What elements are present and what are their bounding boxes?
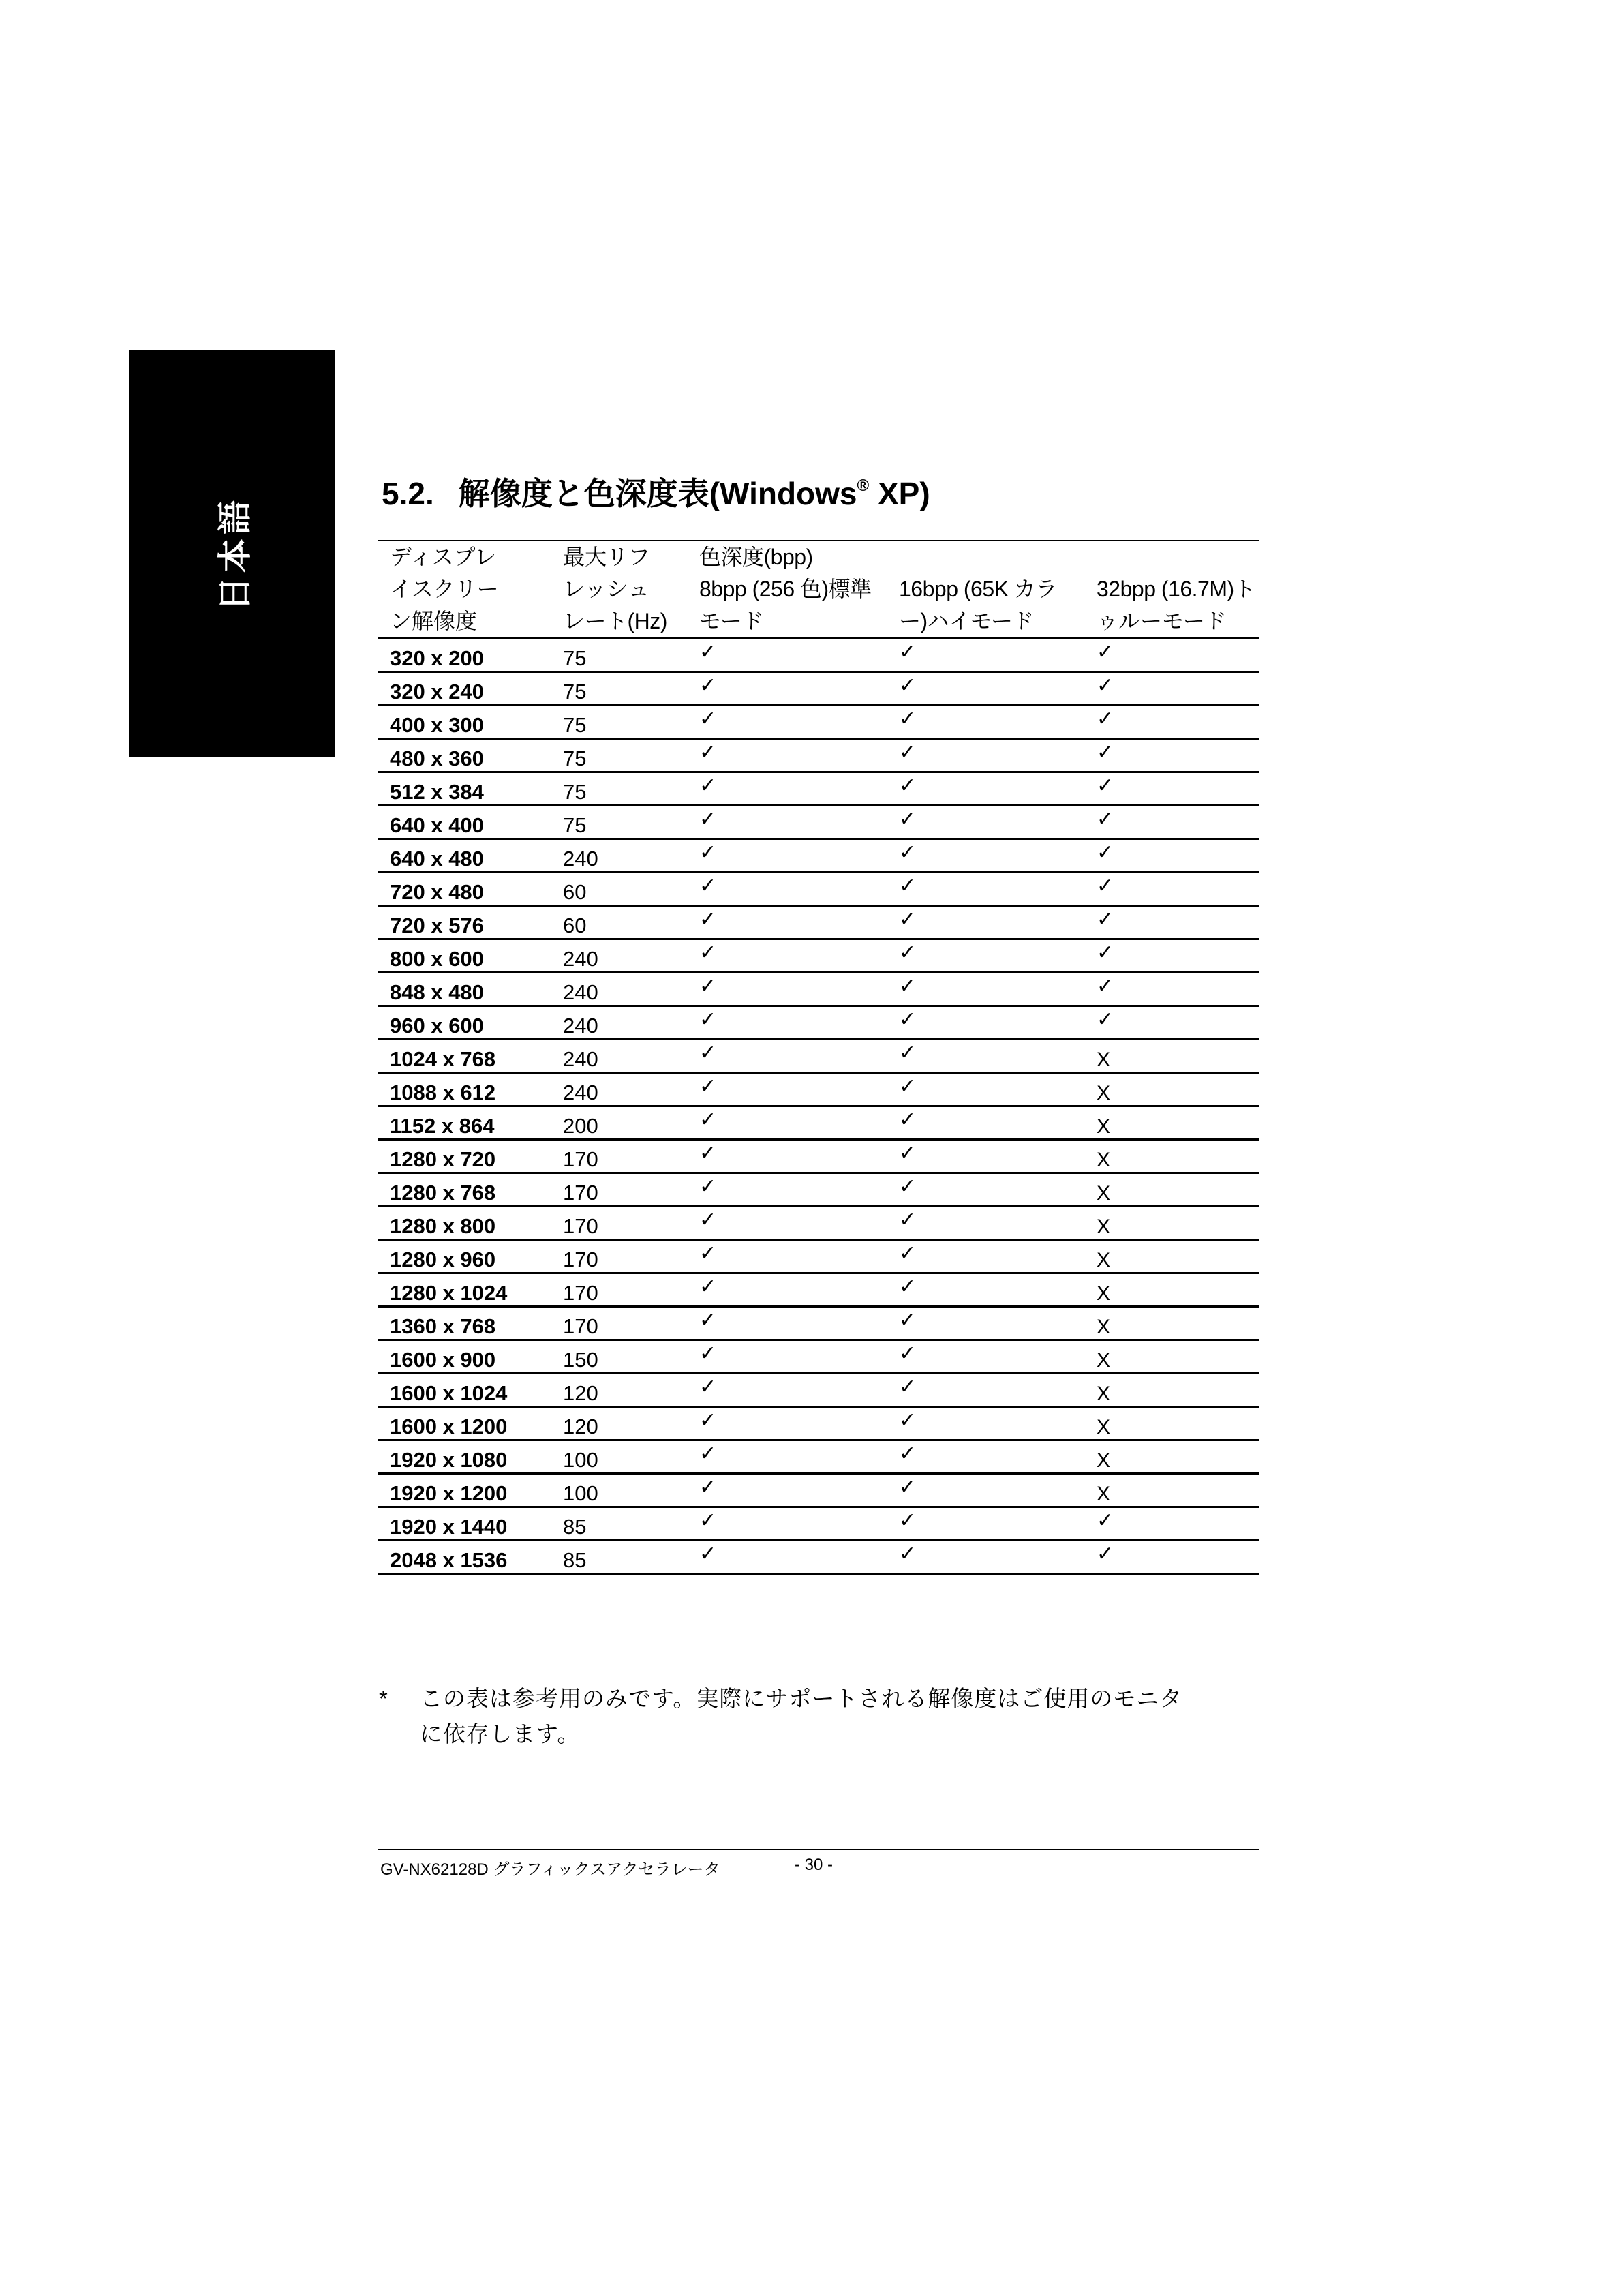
table-row xyxy=(378,1440,1259,1474)
refresh-rate-cell: 170 xyxy=(551,1207,687,1240)
check-mark-icon: ✓ xyxy=(699,941,717,965)
support-8bpp-cell xyxy=(687,1140,887,1173)
check-mark-icon: ✓ xyxy=(699,1308,717,1332)
check-mark-icon: ✓ xyxy=(899,1108,917,1132)
support-16bpp-cell xyxy=(887,1440,1084,1474)
resolution-cell: 1024 x 768 xyxy=(378,1040,551,1073)
resolution-cell: 320 x 240 xyxy=(378,672,551,706)
support-8bpp-cell xyxy=(687,706,887,739)
resolution-cell: 848 x 480 xyxy=(378,973,551,1006)
table-row xyxy=(378,1307,1259,1340)
support-8bpp-cell xyxy=(687,1273,887,1307)
check-mark-icon: ✓ xyxy=(699,774,717,798)
check-mark-icon: ✓ xyxy=(899,1509,917,1532)
check-mark-icon: ✓ xyxy=(699,1208,717,1232)
support-8bpp-cell xyxy=(687,839,887,873)
table-row xyxy=(378,839,1259,873)
support-8bpp-cell xyxy=(687,1374,887,1407)
registered-mark: ® xyxy=(857,476,870,495)
support-32bpp-cell xyxy=(1084,1374,1259,1407)
check-mark-icon: ✓ xyxy=(699,740,717,764)
support-16bpp-cell xyxy=(887,1207,1084,1240)
refresh-rate-cell: 75 xyxy=(551,706,687,739)
support-32bpp-cell xyxy=(1084,772,1259,806)
table-row xyxy=(378,1040,1259,1073)
header-display-resolution: ディスプレ イスクリー ン解像度 xyxy=(378,541,551,639)
support-8bpp-cell xyxy=(687,1106,887,1140)
support-32bpp-cell xyxy=(1084,906,1259,939)
resolution-cell: 480 x 360 xyxy=(378,739,551,772)
unsupported-mark: X xyxy=(1097,1182,1111,1205)
header-refresh-rate: 最大リフ レッシュ レート(Hz) xyxy=(551,541,687,639)
section-title xyxy=(382,469,930,514)
table-row xyxy=(378,1340,1259,1374)
check-mark-icon: ✓ xyxy=(899,874,917,898)
resolution-cell: 1280 x 768 xyxy=(378,1173,551,1207)
check-mark-icon: ✓ xyxy=(699,1375,717,1399)
check-mark-icon: ✓ xyxy=(699,841,717,864)
check-mark-icon: ✓ xyxy=(1097,841,1114,864)
refresh-rate-cell: 240 xyxy=(551,1040,687,1073)
check-mark-icon: ✓ xyxy=(899,707,917,731)
table-row xyxy=(378,706,1259,739)
unsupported-mark: X xyxy=(1097,1416,1111,1438)
refresh-rate-cell: 120 xyxy=(551,1374,687,1407)
resolution-cell: 512 x 384 xyxy=(378,772,551,806)
support-32bpp-cell xyxy=(1084,1240,1259,1273)
support-32bpp-cell xyxy=(1084,1474,1259,1507)
unsupported-mark: X xyxy=(1097,1383,1111,1405)
table-row xyxy=(378,1073,1259,1106)
resolution-cell: 800 x 600 xyxy=(378,939,551,973)
check-mark-icon: ✓ xyxy=(899,1141,917,1165)
support-8bpp-cell xyxy=(687,873,887,906)
check-mark-icon: ✓ xyxy=(699,807,717,831)
check-mark-icon: ✓ xyxy=(699,1408,717,1432)
resolution-cell: 1600 x 1200 xyxy=(378,1407,551,1440)
support-8bpp-cell xyxy=(687,1340,887,1374)
check-mark-icon: ✓ xyxy=(899,1308,917,1332)
resolution-cell: 720 x 576 xyxy=(378,906,551,939)
refresh-rate-cell: 75 xyxy=(551,672,687,706)
support-8bpp-cell xyxy=(687,1541,887,1574)
resolution-cell: 960 x 600 xyxy=(378,1006,551,1040)
support-16bpp-cell xyxy=(887,873,1084,906)
resolution-cell: 320 x 200 xyxy=(378,639,551,672)
support-32bpp-cell xyxy=(1084,1507,1259,1541)
refresh-rate-cell: 85 xyxy=(551,1507,687,1541)
refresh-rate-cell: 85 xyxy=(551,1541,687,1574)
table-row xyxy=(378,873,1259,906)
support-32bpp-cell xyxy=(1084,1140,1259,1173)
support-16bpp-cell xyxy=(887,1006,1084,1040)
resolution-cell: 1600 x 900 xyxy=(378,1340,551,1374)
unsupported-mark: X xyxy=(1097,1115,1111,1138)
check-mark-icon: ✓ xyxy=(899,974,917,998)
resolution-cell: 1360 x 768 xyxy=(378,1307,551,1340)
resolution-cell: 720 x 480 xyxy=(378,873,551,906)
section-title-text: 解像度と色深度表(Windows xyxy=(458,476,857,511)
support-16bpp-cell xyxy=(887,1273,1084,1307)
refresh-rate-cell: 100 xyxy=(551,1440,687,1474)
support-16bpp-cell xyxy=(887,1240,1084,1273)
refresh-rate-cell: 240 xyxy=(551,1006,687,1040)
check-mark-icon: ✓ xyxy=(1097,774,1114,798)
check-mark-icon: ✓ xyxy=(899,1275,917,1299)
unsupported-mark: X xyxy=(1097,1149,1111,1171)
resolution-cell: 1280 x 800 xyxy=(378,1207,551,1240)
refresh-rate-cell: 240 xyxy=(551,939,687,973)
check-mark-icon: ✓ xyxy=(1097,1509,1114,1532)
support-8bpp-cell xyxy=(687,1407,887,1440)
refresh-rate-cell: 75 xyxy=(551,639,687,672)
resolution-cell: 1920 x 1440 xyxy=(378,1507,551,1541)
support-8bpp-cell xyxy=(687,1474,887,1507)
check-mark-icon: ✓ xyxy=(1097,640,1114,664)
unsupported-mark: X xyxy=(1097,1249,1111,1271)
table-row xyxy=(378,1140,1259,1173)
unsupported-mark: X xyxy=(1097,1282,1111,1305)
resolution-color-depth-table xyxy=(378,540,1259,1575)
check-mark-icon: ✓ xyxy=(699,1074,717,1098)
check-mark-icon: ✓ xyxy=(899,640,917,664)
check-mark-icon: ✓ xyxy=(699,1275,717,1299)
resolution-cell: 1088 x 612 xyxy=(378,1073,551,1106)
support-32bpp-cell xyxy=(1084,1273,1259,1307)
refresh-rate-cell: 75 xyxy=(551,739,687,772)
resolution-cell: 1920 x 1200 xyxy=(378,1474,551,1507)
footnote xyxy=(379,1681,1265,1752)
support-8bpp-cell xyxy=(687,1240,887,1273)
unsupported-mark: X xyxy=(1097,1449,1111,1472)
section-title-end: XP) xyxy=(869,476,930,511)
table-row xyxy=(378,739,1259,772)
check-mark-icon: ✓ xyxy=(899,1008,917,1031)
footer-page-number: - 30 - xyxy=(795,1856,833,1874)
table-row xyxy=(378,1507,1259,1541)
footnote-line-1: この表は参考用のみです。実際にサポートされる解像度はご使用のモニタ xyxy=(420,1685,1183,1712)
check-mark-icon: ✓ xyxy=(699,1008,717,1031)
check-mark-icon: ✓ xyxy=(699,874,717,898)
support-32bpp-cell xyxy=(1084,1106,1259,1140)
refresh-rate-cell: 100 xyxy=(551,1474,687,1507)
support-16bpp-cell xyxy=(887,1106,1084,1140)
support-8bpp-cell xyxy=(687,1040,887,1073)
support-32bpp-cell xyxy=(1084,1407,1259,1440)
header-8bpp: 色深度(bpp) 8bpp (256 色)標準 モード xyxy=(687,541,887,639)
support-32bpp-cell xyxy=(1084,1040,1259,1073)
support-8bpp-cell xyxy=(687,1307,887,1340)
support-8bpp-cell xyxy=(687,806,887,839)
check-mark-icon: ✓ xyxy=(899,907,917,931)
check-mark-icon: ✓ xyxy=(899,740,917,764)
unsupported-mark: X xyxy=(1097,1349,1111,1372)
support-32bpp-cell xyxy=(1084,639,1259,672)
check-mark-icon: ✓ xyxy=(699,1175,717,1198)
footer-product-name: GV-NX62128D グラフィックスアクセラレータ xyxy=(380,1860,720,1879)
refresh-rate-cell: 75 xyxy=(551,806,687,839)
support-32bpp-cell xyxy=(1084,1173,1259,1207)
support-32bpp-cell xyxy=(1084,939,1259,973)
refresh-rate-cell: 240 xyxy=(551,839,687,873)
check-mark-icon: ✓ xyxy=(699,907,717,931)
refresh-rate-cell: 120 xyxy=(551,1407,687,1440)
support-32bpp-cell xyxy=(1084,739,1259,772)
check-mark-icon: ✓ xyxy=(699,1542,717,1566)
check-mark-icon: ✓ xyxy=(699,1509,717,1532)
support-16bpp-cell xyxy=(887,1307,1084,1340)
table-row xyxy=(378,772,1259,806)
check-mark-icon: ✓ xyxy=(699,974,717,998)
check-mark-icon: ✓ xyxy=(699,1108,717,1132)
check-mark-icon: ✓ xyxy=(899,1208,917,1232)
support-16bpp-cell xyxy=(887,1073,1084,1106)
resolution-cell: 1280 x 1024 xyxy=(378,1273,551,1307)
language-tab-label: 日本語 xyxy=(215,496,255,611)
resolution-cell: 640 x 400 xyxy=(378,806,551,839)
check-mark-icon: ✓ xyxy=(899,841,917,864)
support-16bpp-cell xyxy=(887,906,1084,939)
refresh-rate-cell: 170 xyxy=(551,1140,687,1173)
support-16bpp-cell xyxy=(887,1507,1084,1541)
support-32bpp-cell xyxy=(1084,873,1259,906)
table-row xyxy=(378,1006,1259,1040)
unsupported-mark: X xyxy=(1097,1048,1111,1071)
check-mark-icon: ✓ xyxy=(899,674,917,697)
resolution-cell: 640 x 480 xyxy=(378,839,551,873)
support-8bpp-cell xyxy=(687,1173,887,1207)
support-16bpp-cell xyxy=(887,1407,1084,1440)
refresh-rate-cell: 170 xyxy=(551,1307,687,1340)
resolution-cell: 1600 x 1024 xyxy=(378,1374,551,1407)
check-mark-icon: ✓ xyxy=(899,807,917,831)
support-32bpp-cell xyxy=(1084,1541,1259,1574)
support-32bpp-cell xyxy=(1084,839,1259,873)
resolution-cell: 1280 x 960 xyxy=(378,1240,551,1273)
check-mark-icon: ✓ xyxy=(899,1175,917,1198)
check-mark-icon: ✓ xyxy=(899,941,917,965)
support-16bpp-cell xyxy=(887,1040,1084,1073)
check-mark-icon: ✓ xyxy=(1097,941,1114,965)
header-32bpp: 32bpp (16.7M)ト ゥルーモード xyxy=(1084,541,1259,639)
support-32bpp-cell xyxy=(1084,1340,1259,1374)
table-row xyxy=(378,973,1259,1006)
language-side-tab xyxy=(129,350,335,757)
table-row xyxy=(378,1207,1259,1240)
support-8bpp-cell xyxy=(687,739,887,772)
resolution-cell: 1920 x 1080 xyxy=(378,1440,551,1474)
table-row xyxy=(378,1374,1259,1407)
support-16bpp-cell xyxy=(887,1140,1084,1173)
support-32bpp-cell xyxy=(1084,1073,1259,1106)
refresh-rate-cell: 170 xyxy=(551,1173,687,1207)
footnote-marker: * xyxy=(379,1686,388,1711)
check-mark-icon: ✓ xyxy=(1097,974,1114,998)
table-row xyxy=(378,639,1259,672)
support-32bpp-cell xyxy=(1084,672,1259,706)
unsupported-mark: X xyxy=(1097,1082,1111,1104)
table-row xyxy=(378,806,1259,839)
support-16bpp-cell xyxy=(887,739,1084,772)
check-mark-icon: ✓ xyxy=(699,674,717,697)
check-mark-icon: ✓ xyxy=(699,1342,717,1365)
support-8bpp-cell xyxy=(687,639,887,672)
resolution-cell: 1152 x 864 xyxy=(378,1106,551,1140)
table-row xyxy=(378,1173,1259,1207)
refresh-rate-cell: 60 xyxy=(551,873,687,906)
check-mark-icon: ✓ xyxy=(899,1408,917,1432)
check-mark-icon: ✓ xyxy=(1097,707,1114,731)
support-16bpp-cell xyxy=(887,1374,1084,1407)
header-16bpp: 16bpp (65K カラ ー)ハイモード xyxy=(887,541,1084,639)
refresh-rate-cell: 170 xyxy=(551,1240,687,1273)
support-32bpp-cell xyxy=(1084,1207,1259,1240)
header-color-depth-group: 色深度(bpp) xyxy=(699,545,813,569)
resolution-cell: 2048 x 1536 xyxy=(378,1541,551,1574)
support-32bpp-cell xyxy=(1084,973,1259,1006)
support-8bpp-cell xyxy=(687,1440,887,1474)
table-row xyxy=(378,1407,1259,1440)
support-8bpp-cell xyxy=(687,973,887,1006)
check-mark-icon: ✓ xyxy=(699,1241,717,1265)
support-32bpp-cell xyxy=(1084,806,1259,839)
table-row xyxy=(378,1474,1259,1507)
support-32bpp-cell xyxy=(1084,1440,1259,1474)
unsupported-mark: X xyxy=(1097,1316,1111,1338)
refresh-rate-cell: 60 xyxy=(551,906,687,939)
check-mark-icon: ✓ xyxy=(899,1041,917,1065)
support-16bpp-cell xyxy=(887,1474,1084,1507)
unsupported-mark: X xyxy=(1097,1483,1111,1505)
support-8bpp-cell xyxy=(687,1507,887,1541)
footnote-line-2: に依存します。 xyxy=(420,1721,581,1747)
refresh-rate-cell: 170 xyxy=(551,1273,687,1307)
support-16bpp-cell xyxy=(887,1173,1084,1207)
resolution-table-container xyxy=(378,540,1259,1575)
support-8bpp-cell xyxy=(687,1006,887,1040)
check-mark-icon: ✓ xyxy=(1097,874,1114,898)
support-32bpp-cell xyxy=(1084,1006,1259,1040)
table-row xyxy=(378,906,1259,939)
check-mark-icon: ✓ xyxy=(1097,1008,1114,1031)
footer-divider xyxy=(378,1849,1259,1850)
check-mark-icon: ✓ xyxy=(699,1442,717,1466)
table-row xyxy=(378,672,1259,706)
check-mark-icon: ✓ xyxy=(899,1074,917,1098)
check-mark-icon: ✓ xyxy=(899,1241,917,1265)
support-8bpp-cell xyxy=(687,772,887,806)
support-16bpp-cell xyxy=(887,639,1084,672)
unsupported-mark: X xyxy=(1097,1215,1111,1238)
table-row xyxy=(378,939,1259,973)
support-16bpp-cell xyxy=(887,806,1084,839)
support-16bpp-cell xyxy=(887,672,1084,706)
support-16bpp-cell xyxy=(887,839,1084,873)
section-number: 5.2. xyxy=(382,476,434,511)
table-row xyxy=(378,1273,1259,1307)
refresh-rate-cell: 240 xyxy=(551,973,687,1006)
refresh-rate-cell: 75 xyxy=(551,772,687,806)
resolution-cell: 400 x 300 xyxy=(378,706,551,739)
check-mark-icon: ✓ xyxy=(1097,807,1114,831)
check-mark-icon: ✓ xyxy=(899,1375,917,1399)
check-mark-icon: ✓ xyxy=(699,1141,717,1165)
refresh-rate-cell: 200 xyxy=(551,1106,687,1140)
table-body xyxy=(378,639,1259,1574)
resolution-cell: 1280 x 720 xyxy=(378,1140,551,1173)
check-mark-icon: ✓ xyxy=(899,774,917,798)
check-mark-icon: ✓ xyxy=(899,1475,917,1499)
support-16bpp-cell xyxy=(887,1340,1084,1374)
support-16bpp-cell xyxy=(887,939,1084,973)
support-16bpp-cell xyxy=(887,706,1084,739)
table-row xyxy=(378,1541,1259,1574)
check-mark-icon: ✓ xyxy=(1097,907,1114,931)
check-mark-icon: ✓ xyxy=(699,1041,717,1065)
refresh-rate-cell: 240 xyxy=(551,1073,687,1106)
table-header-row xyxy=(378,541,1259,639)
support-8bpp-cell xyxy=(687,939,887,973)
check-mark-icon: ✓ xyxy=(899,1342,917,1365)
check-mark-icon: ✓ xyxy=(699,707,717,731)
support-8bpp-cell xyxy=(687,1073,887,1106)
check-mark-icon: ✓ xyxy=(899,1542,917,1566)
check-mark-icon: ✓ xyxy=(699,640,717,664)
support-8bpp-cell xyxy=(687,1207,887,1240)
support-16bpp-cell xyxy=(887,1541,1084,1574)
check-mark-icon: ✓ xyxy=(899,1442,917,1466)
check-mark-icon: ✓ xyxy=(1097,1542,1114,1566)
support-16bpp-cell xyxy=(887,772,1084,806)
support-8bpp-cell xyxy=(687,672,887,706)
table-row xyxy=(378,1240,1259,1273)
check-mark-icon: ✓ xyxy=(699,1475,717,1499)
support-32bpp-cell xyxy=(1084,706,1259,739)
support-32bpp-cell xyxy=(1084,1307,1259,1340)
check-mark-icon: ✓ xyxy=(1097,740,1114,764)
support-8bpp-cell xyxy=(687,906,887,939)
check-mark-icon: ✓ xyxy=(1097,674,1114,697)
table-row xyxy=(378,1106,1259,1140)
refresh-rate-cell: 150 xyxy=(551,1340,687,1374)
support-16bpp-cell xyxy=(887,973,1084,1006)
